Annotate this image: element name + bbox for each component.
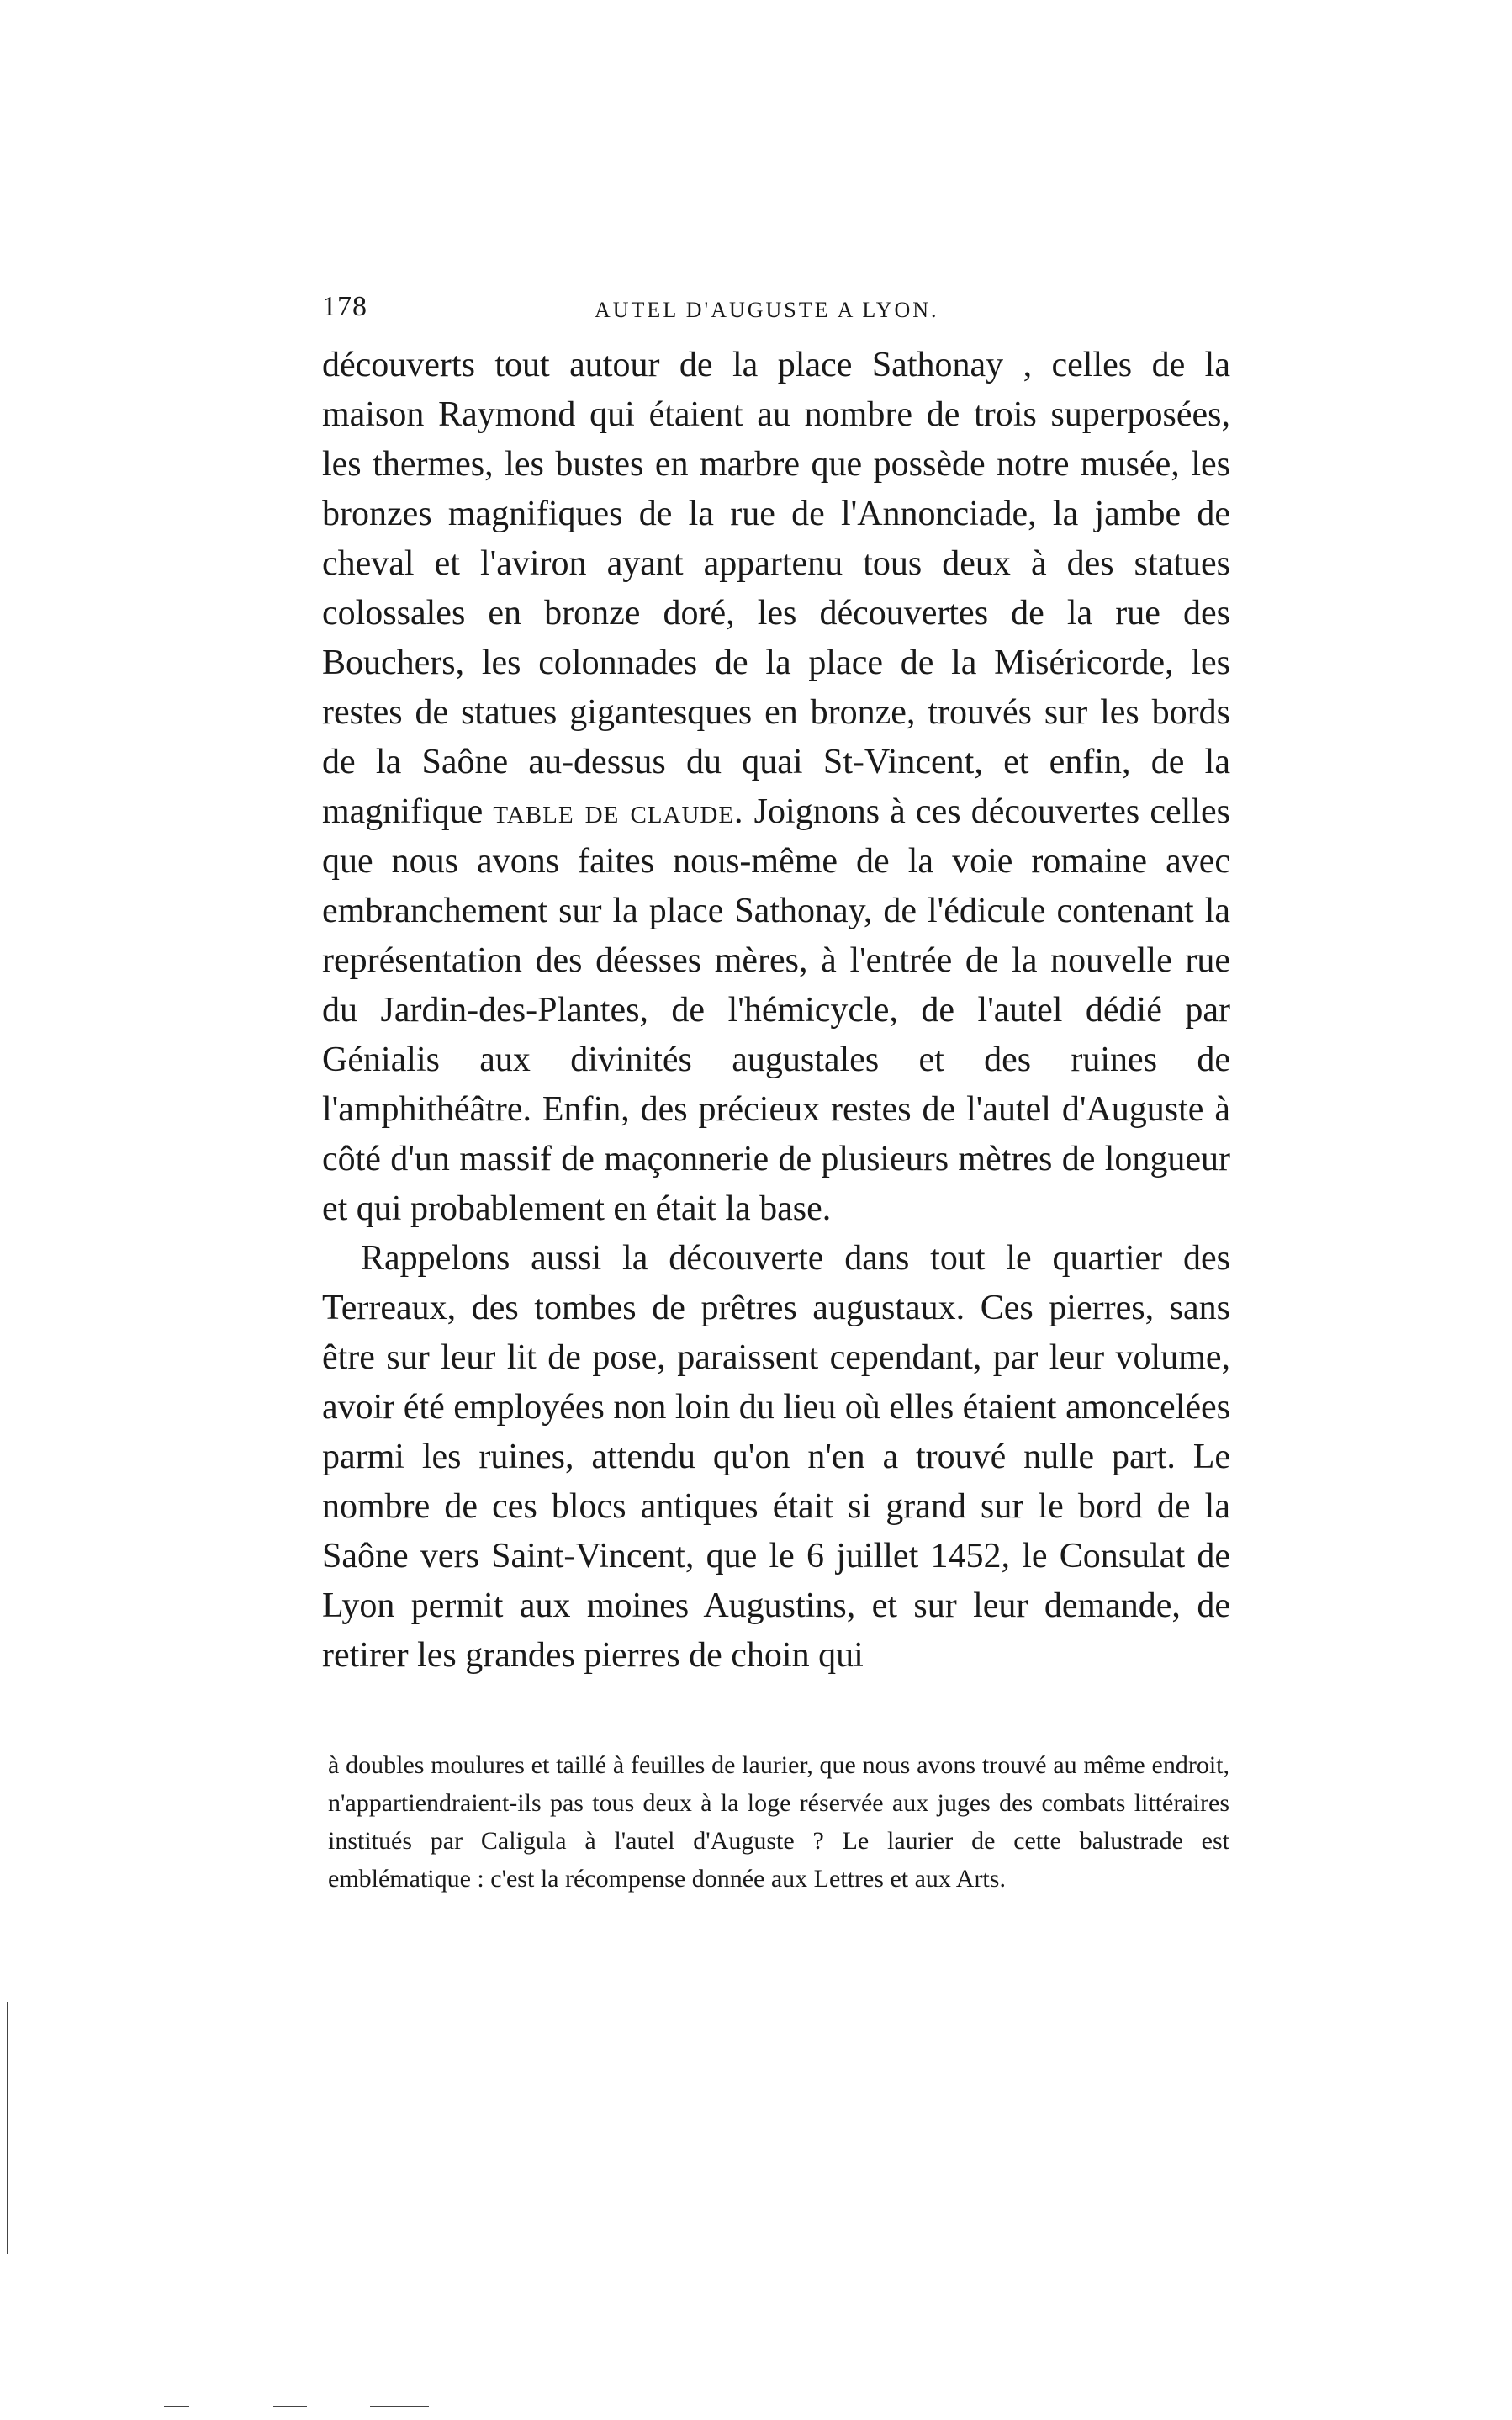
table-de-claude-smallcaps: table de claude. [493, 792, 744, 831]
scan-edge-line [7, 2002, 8, 2254]
footnote-text: à doubles moulures et taillé à feuilles de laurier, que nous avons trouvé au même endroit, n'appartiendraient-ils pas tous deux à la loge réservée aux juges des combats littéraires institués par Caligula à l'autel d'Auguste ? Le laurier de cette balustrade est emblématique : c'est la récompense donnée aux Lettres et aux Arts. [328, 1751, 1229, 1893]
scan-bottom-mark [164, 2406, 189, 2407]
paragraph [322, 341, 1230, 1234]
page-number: 178 [322, 291, 367, 322]
main-text [322, 341, 1230, 1681]
scan-bottom-mark [370, 2406, 429, 2407]
paragraph-text: découverts tout autour de la place Sathonay , celles de la maison Raymond qui étaient au nombre de trois superposées, les thermes, les bustes en marbre que possède notre musée, les bronzes magnifiques de la rue de l'Annonciade, la jambe de cheval et l'aviron ayant appartenu tous deux à des statues colossales en bronze doré, les découvertes de la rue des Bouchers, les colonnades de la place de la Miséricorde, les restes de statues gigantesques en bronze, trouvés sur les bords de la Saône au-dessus du quai St-Vincent, et enfin, de la magnifique [322, 346, 1230, 831]
paragraph-text-continued: Joignons à ces découvertes celles que nous avons faites nous-même de la voie romaine avec embranchement sur la place Sathonay, de l'édicule contenant la représentation des déesses mères, à l'entrée de la nouvelle rue du Jardin-des-Plantes, de l'hémicycle, de l'autel dédié par Génialis aux divinités augustales et des ruines de l'amphithéâtre. Enfin, des précieux restes de l'autel d'Auguste à côté d'un massif de maçonnerie de plusieurs mètres de longueur et qui probablement en était la base. [322, 792, 1230, 1228]
footnote [328, 1746, 1229, 1898]
paragraph [322, 1234, 1230, 1681]
scan-bottom-mark [273, 2406, 307, 2407]
running-head: AUTEL D'AUGUSTE A LYON. [595, 298, 939, 322]
page-header [322, 291, 1230, 333]
paragraph-text: Rappelons aussi la découverte dans tout le quartier des Terreaux, des tombes de prêtres augustaux. Ces pierres, sans être sur leur lit de pose, paraissent cependant, par leur volume, avoir été employées non loin du lieu où elles étaient amoncelées parmi les ruines, attendu qu'on n'en a trouvé nulle part. Le nombre de ces blocs antiques était si grand sur le bord de la Saône vers Saint-Vincent, que le 6 juillet 1452, le Consulat de Lyon permit aux moines Augustins, et sur leur demande, de retirer les grandes pierres de choin qui [322, 1239, 1230, 1675]
